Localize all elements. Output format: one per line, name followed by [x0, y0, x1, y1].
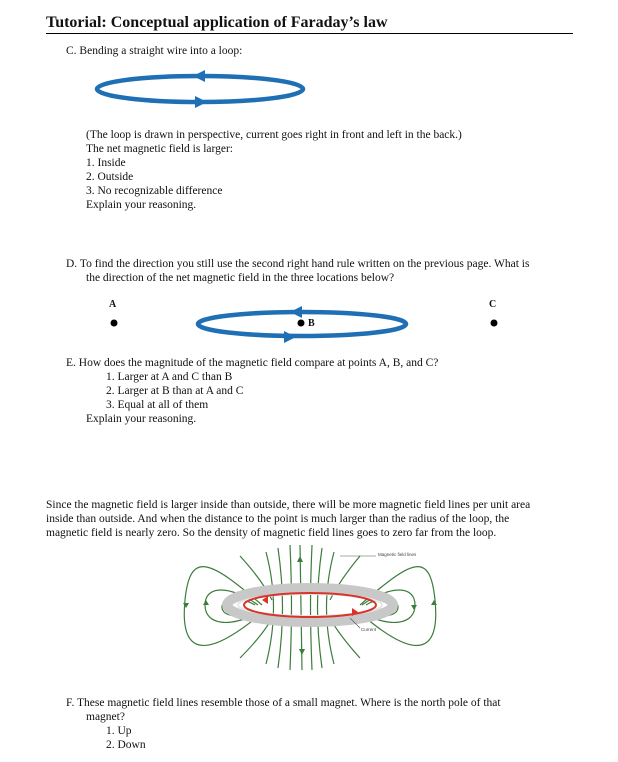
- section-d-line-2: the direction of the net magnetic field in the three locations below?: [86, 272, 395, 284]
- field-line-center-7: [327, 552, 335, 664]
- field-line-center-5: [318, 548, 323, 668]
- section-e-explain: Explain your reasoning.: [86, 413, 197, 425]
- point-a-label: A: [109, 299, 117, 310]
- section-f-line-2: magnet?: [86, 711, 125, 723]
- section-e-heading: E. How does the magnitude of the magnetic field compare at points A, B, and C?: [66, 357, 439, 369]
- field-line-center-6: [266, 552, 274, 664]
- section-e-option-2: 2. Larger at B than at A and C: [106, 385, 244, 397]
- section-e-option-3: 3. Equal at all of them: [106, 399, 209, 411]
- field-line-center-3: [311, 545, 313, 670]
- field-line-center-2: [290, 545, 292, 670]
- field-arrow-top-icon: [297, 556, 303, 562]
- summary-line-2: inside than outside. And when the distance to the point is much larger than the radius of the loop, the: [46, 513, 510, 525]
- summary-line-3: magnetic field is nearly zero. So the density of magnetic field lines goes to zero far from the loop.: [46, 527, 497, 539]
- section-c-option-2: 2. Outside: [86, 171, 134, 183]
- field-arrow-right-mid-icon: [411, 605, 417, 610]
- section-c-note: (The loop is drawn in perspective, current goes right in front and left in the back.): [86, 129, 462, 141]
- point-c-label: C: [489, 299, 497, 310]
- current-loop: [244, 593, 376, 617]
- section-c-option-1: 1. Inside: [86, 157, 126, 169]
- field-arrow-right-icon: [431, 600, 437, 605]
- point-b-label: B: [308, 318, 315, 329]
- section-e-option-1: 1. Larger at A and C than B: [106, 371, 233, 383]
- section-c-option-3: 3. No recognizable difference: [86, 185, 223, 197]
- section-c-explain: Explain your reasoning.: [86, 199, 197, 211]
- section-f-option-2: 2. Down: [106, 739, 146, 751]
- section-c-question: The net magnetic field is larger:: [86, 143, 233, 155]
- section-c-heading: C. Bending a straight wire into a loop:: [66, 45, 243, 57]
- field-lines-label: Magnetic field lines: [378, 552, 417, 557]
- field-line-center-4: [278, 548, 283, 668]
- summary-line-1: Since the magnetic field is larger inside than outside, there will be more magnetic field lines per unit area: [46, 499, 531, 511]
- page-title: Tutorial: Conceptual application of Faraday’s law: [46, 14, 573, 34]
- section-f-line-1: F. These magnetic field lines resemble those of a small magnet. Where is the north pole of that: [66, 697, 501, 709]
- field-arrow-bottom-icon: [299, 649, 305, 655]
- section-f-option-1: 1. Up: [106, 725, 132, 737]
- current-label: Current: [361, 627, 377, 632]
- field-arrow-left-mid-icon: [203, 600, 209, 605]
- section-d-line-1: D. To find the direction you still use the second right hand rule written on the previous page. What is: [66, 258, 530, 270]
